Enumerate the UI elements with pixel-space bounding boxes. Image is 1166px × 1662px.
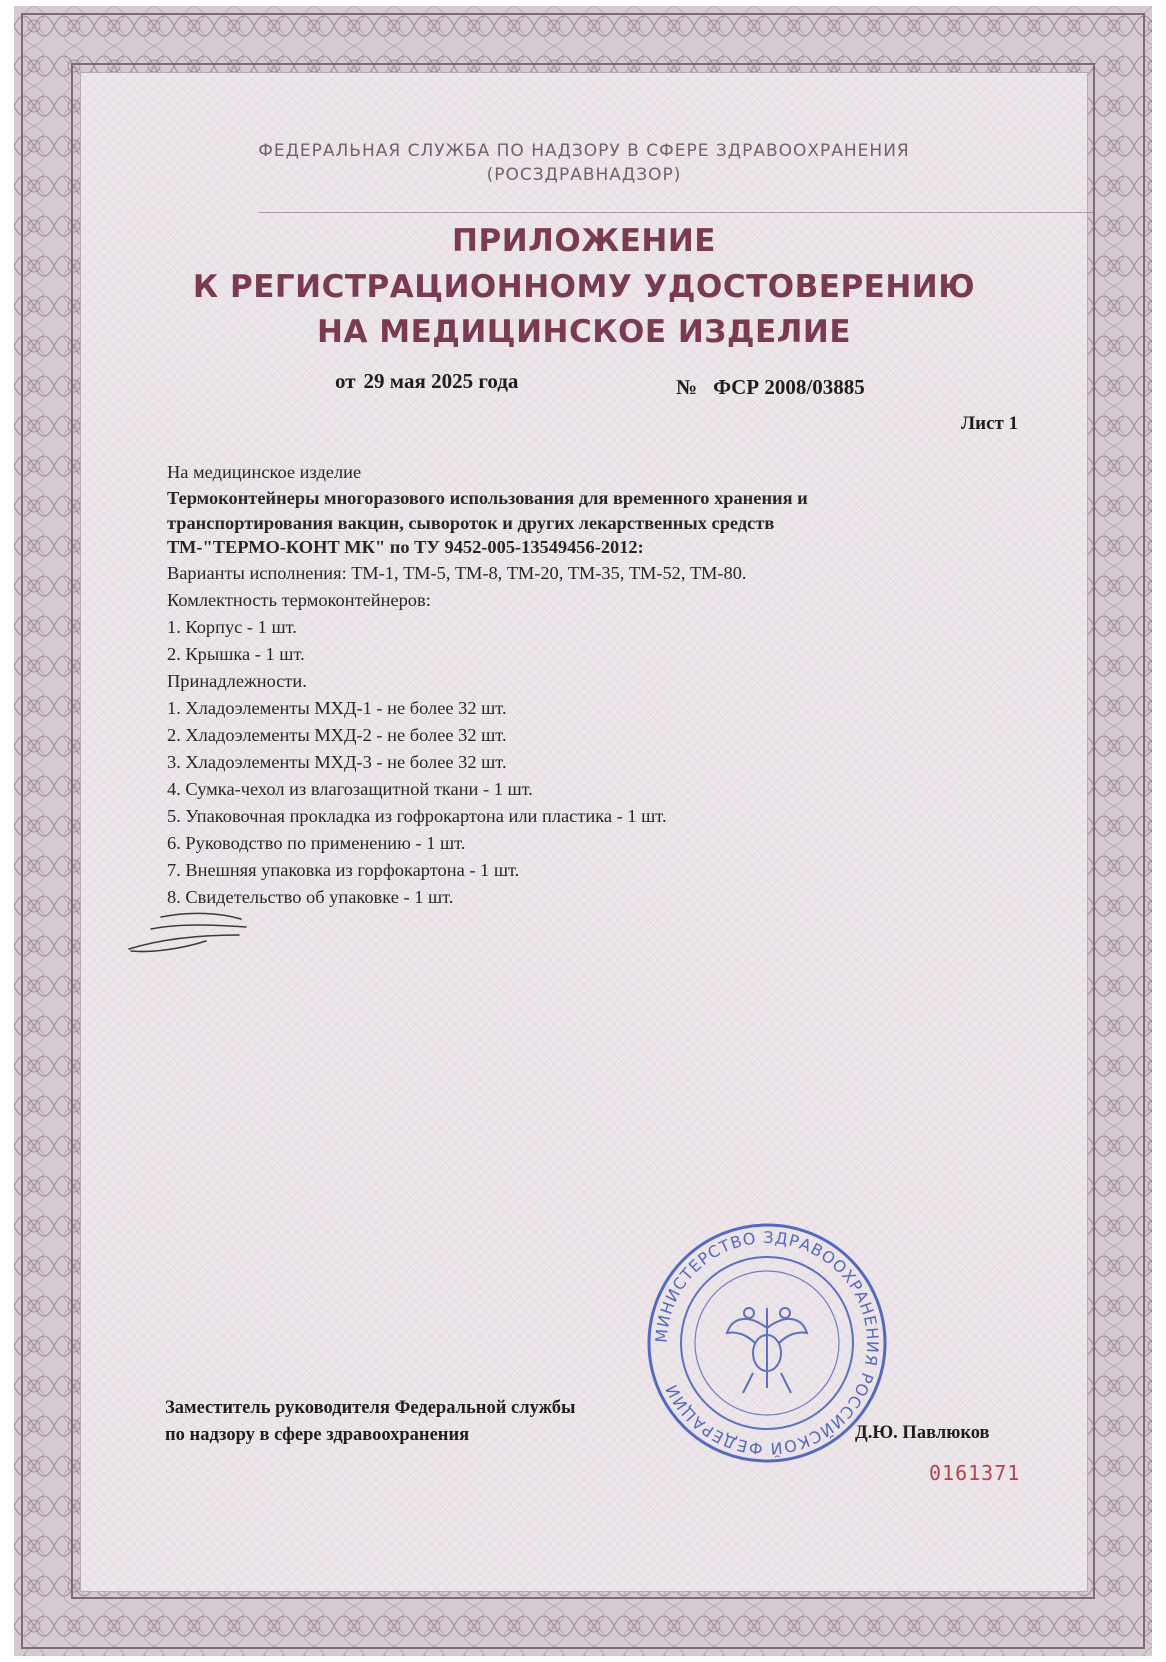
signatory-name: Д.Ю. Павлюков	[855, 1423, 990, 1443]
number-value: ФСР 2008/03885	[713, 375, 865, 399]
device-name-line: ТМ-"ТЕРМО-КОНТ МК" по ТУ 9452-005-13549456-2012:	[167, 537, 644, 557]
accessory-item: 1. Хладоэлементы МХД-1 - не более 32 шт.	[167, 697, 507, 718]
position-line: Заместитель руководителя Федеральной службы	[165, 1398, 576, 1418]
accessory-item: 5. Упаковочная прокладка из гофрокартона или пластика - 1 шт.	[167, 805, 667, 826]
agency-name: ФЕДЕРАЛЬНАЯ СЛУЖБА ПО НАДЗОРУ В СФЕРЕ ЗДРАВООХРАНЕНИЯ	[258, 141, 910, 161]
registration-number	[676, 375, 865, 400]
device-description	[167, 459, 1027, 911]
number-sign: №	[676, 375, 698, 399]
title-line-3: НА МЕДИЦИНСКОЕ ИЗДЕЛИЕ	[317, 314, 851, 350]
form-serial-number: 0161371	[929, 1461, 1021, 1485]
device-name-line: Термоконтейнеры многоразового использования для временного хранения и	[167, 488, 808, 508]
accessory-item: 7. Внешняя упаковка из горфокартона - 1 шт.	[167, 859, 520, 880]
date-prefix: от	[335, 369, 356, 393]
signatory-position	[165, 1395, 575, 1449]
issue-date	[335, 369, 518, 394]
document-body	[80, 72, 1088, 1592]
device-intro: На медицинское изделие	[167, 462, 362, 482]
accessory-item: 6. Руководство по применению - 1 шт.	[167, 832, 466, 853]
handwritten-mark	[121, 905, 251, 965]
accessory-item: 4. Сумка-чехол из влагозащитной ткани - 1 шт.	[167, 778, 533, 799]
device-name	[167, 486, 1027, 560]
position-line: по надзору в сфере здравоохранения	[165, 1425, 470, 1445]
kit-item: 2. Крышка - 1 шт.	[167, 643, 305, 664]
device-name-line: транспортирования вакцин, сывороток и других лекарственных средств	[167, 512, 775, 533]
agency-abbreviation: (РОСЗДРАВНАДЗОР)	[486, 165, 682, 185]
accessory-item: 3. Хладоэлементы МХД-3 - не более 32 шт.	[167, 751, 507, 772]
title-line-1: ПРИЛОЖЕНИЕ	[452, 223, 716, 259]
seal-text: МИНИСТЕРСТВО ЗДРАВООХРАНЕНИЯ РОССИЙСКОЙ ФЕДЕРАЦИИ	[651, 1227, 883, 1459]
sheet-number: Лист 1	[961, 413, 1019, 434]
accessory-item: 8. Свидетельство об упаковке - 1 шт.	[167, 886, 454, 907]
title-line-2: К РЕГИСТРАЦИОННОМУ УДОСТОВЕРЕНИЮ	[192, 269, 976, 305]
kit-heading: Комлектность термоконтейнеров:	[167, 589, 431, 610]
accessories-heading: Принадлежности.	[167, 670, 307, 691]
document-sheet	[14, 6, 1152, 1656]
device-variants: Варианты исполнения: ТМ-1, ТМ-5, ТМ-8, ТМ-20, ТМ-35, ТМ-52, ТМ-80.	[167, 562, 747, 583]
kit-item: 1. Корпус - 1 шт.	[167, 616, 297, 637]
header-divider	[259, 212, 1093, 213]
accessory-item: 2. Хладоэлементы МХД-2 - не более 32 шт.	[167, 724, 507, 745]
date-value: 29 мая 2025 года	[363, 369, 519, 393]
double-headed-eagle-icon	[727, 1308, 807, 1393]
